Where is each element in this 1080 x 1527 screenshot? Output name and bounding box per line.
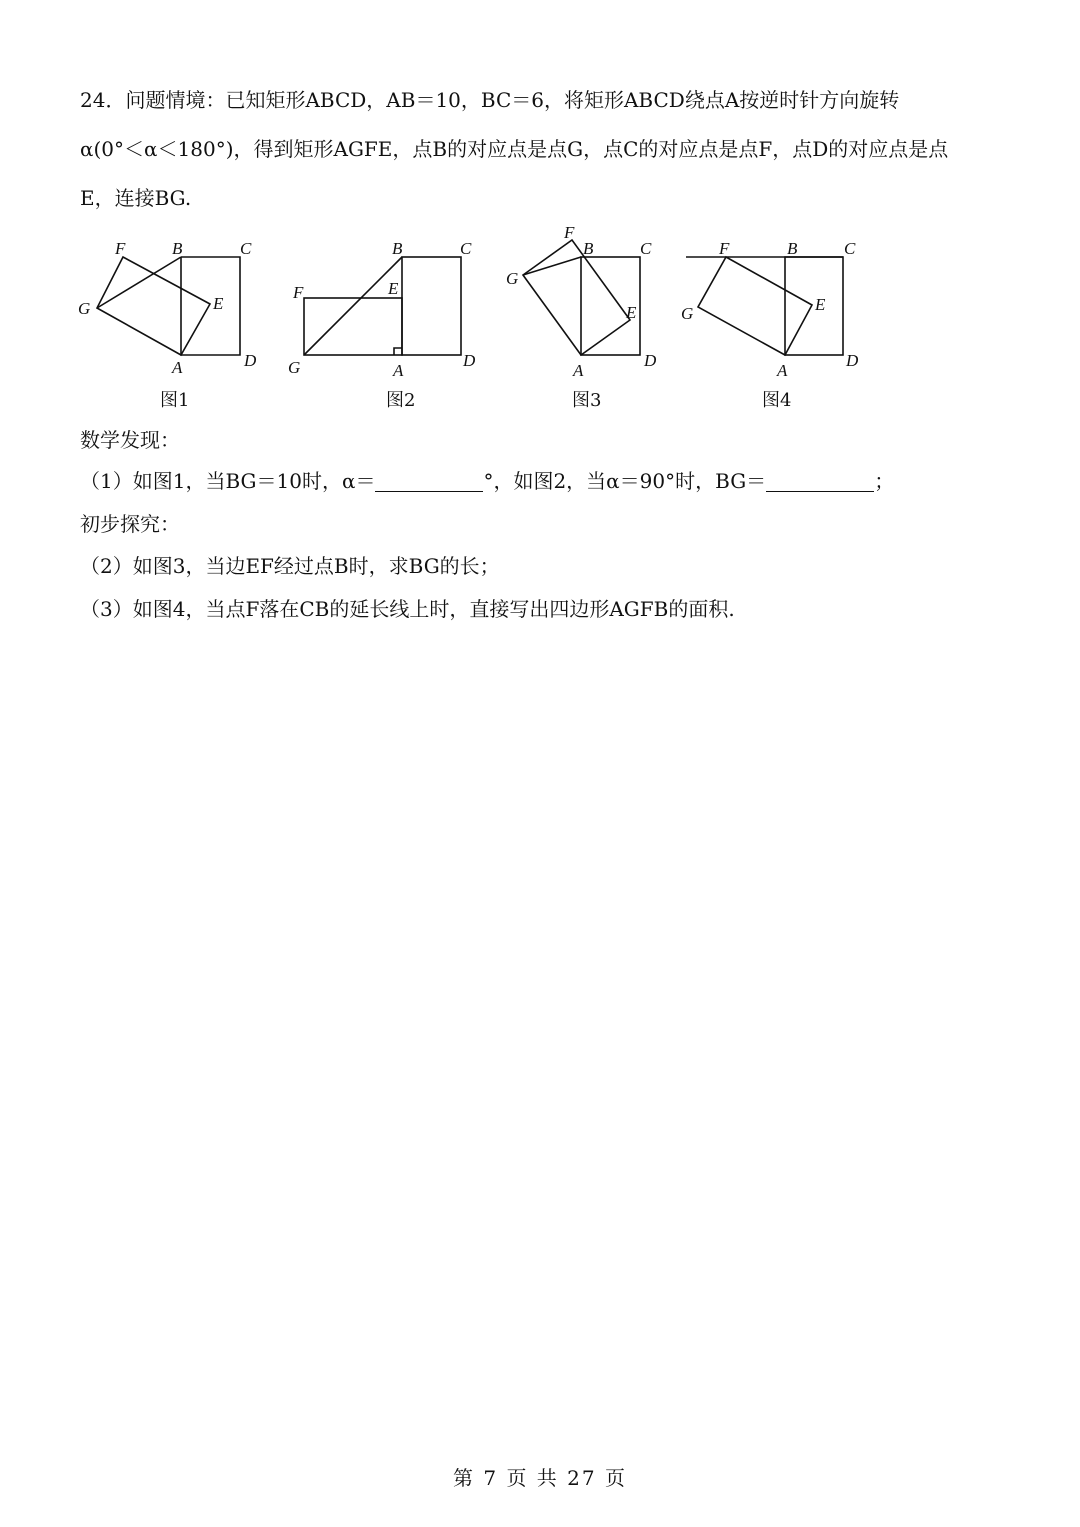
fig2-label-C: C (460, 239, 472, 258)
fig3-label-A: A (573, 361, 584, 380)
caption-fig1: 图1 (160, 390, 190, 411)
fig2-label-E: E (388, 279, 399, 298)
fig2-label-D: D (463, 351, 476, 370)
fig3-label-C: C (640, 239, 652, 258)
figure-2 (304, 257, 461, 355)
fig1-label-A: A (172, 358, 183, 377)
question-1-part-c: ； (874, 469, 895, 493)
question-1-part-b: °，如图2，当α＝90°时，BG＝ (483, 469, 767, 493)
section-explore: 初步探究： (80, 512, 180, 536)
question-1-part-a: （1）如图1，当BG＝10时，α＝ (80, 469, 376, 493)
section-discovery: 数学发现： (80, 428, 180, 452)
problem-line-2: α(0°＜α＜180°)，得到矩形AGFE，点B的对应点是点G，点C的对应点是点F，点D的对应点是点 (80, 137, 949, 161)
question-1 (80, 467, 894, 495)
problem-number: 24． (80, 88, 126, 112)
fig4-label-B: B (787, 239, 798, 258)
problem-text-1: 问题情境：已知矩形ABCD，AB＝10，BC＝6，将矩形ABCD绕点A按逆时针方向旋转 (125, 88, 900, 112)
fig1-label-G: G (78, 299, 91, 318)
question-2: （2）如图3，当边EF经过点B时，求BG的长； (80, 554, 500, 578)
fig2-label-B: B (392, 239, 403, 258)
fig2-label-G: G (288, 358, 301, 377)
fig3-label-G: G (506, 269, 519, 288)
fig1-label-F: F (115, 239, 126, 258)
problem-line-1 (80, 86, 899, 114)
fig3-label-E: E (626, 303, 637, 322)
fig3-label-B: B (583, 239, 594, 258)
fig2-label-F: F (293, 283, 304, 302)
fig2-label-A: A (393, 361, 404, 380)
caption-fig2: 图2 (386, 390, 416, 411)
fig1-label-D: D (244, 351, 257, 370)
caption-fig4: 图4 (762, 390, 792, 411)
fig4-label-G: G (681, 304, 694, 323)
geometry-figures (0, 220, 1080, 420)
fig4-label-A: A (777, 361, 788, 380)
fig4-label-C: C (844, 239, 856, 258)
fig4-label-F: F (719, 239, 730, 258)
fig1-label-B: B (172, 239, 183, 258)
fig4-label-D: D (846, 351, 859, 370)
fig4-label-E: E (815, 295, 826, 314)
fig1-label-E: E (213, 294, 224, 313)
question-3: （3）如图4，当点F落在CB的延长线上时，直接写出四边形AGFB的面积. (80, 597, 735, 621)
fig3-label-D: D (644, 351, 657, 370)
answer-blank-alpha[interactable] (375, 471, 483, 492)
caption-fig3: 图3 (572, 390, 602, 411)
figure-3 (523, 240, 640, 355)
page-footer: 第 7 页 共 27 页 (453, 1466, 627, 1490)
fig3-label-F: F (564, 223, 575, 242)
fig1-label-C: C (240, 239, 252, 258)
problem-line-3: E，连接BG. (80, 186, 192, 210)
answer-blank-bg[interactable] (766, 471, 874, 492)
